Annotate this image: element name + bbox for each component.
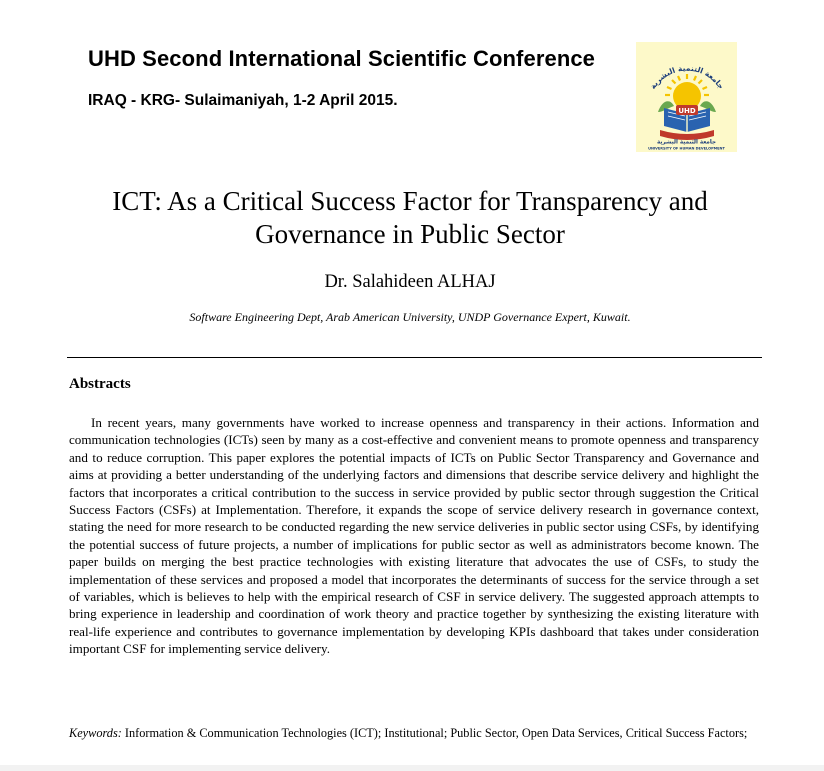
- paper-title-line-2: Governance in Public Sector: [255, 219, 565, 249]
- conference-subtitle: IRAQ - KRG- Sulaimaniyah, 1-2 April 2015.: [88, 92, 398, 109]
- author-name: Dr. Salahideen ALHAJ: [324, 272, 496, 292]
- logo-badge-text: UHD: [678, 107, 696, 115]
- paper-title: [60, 185, 760, 251]
- abstract-heading: Abstracts: [69, 376, 131, 392]
- page-bottom-edge: [0, 765, 824, 771]
- conference-title: UHD Second International Scientific Conference: [88, 46, 596, 71]
- abstract-body: In recent years, many governments have worked to increase openness and transparency in their actions. Information and communication technologies (ICTs) seen by many as a cost-effective and convenient means to promote openness and transparency and to reduce corruption. This paper explores the potential impacts of ICTs on Public Sector Transparency and Governance and aims at providing a better understanding of the underlying factors and dimensions that describe service delivery and highlight the factors that incorporates a critical contribution to the success in service provided by public sector through suggestion the Critical Success Factors (CSFs) at Implementation. Therefore, it expands the scope of service delivery research in governance context, stating the need for more research to be conducted regarding the new service deliveries in public sector using CSFs, by identifying the potential success of future projects, a number of implications for public sector as well as administrators become known. The paper builds on merging the best practice technologies with existing literature that advocates the use of CSFs, to study the implementation of these services and proposed a model that incorporates the determinants of success for the service through a set of variables, which is believes to help with the empirical research of CSF in service delivery. The suggested approach attempts to bring experience in leadership and coordination of work theory and practice together by synthesizing the existing literature with real-life experience and contributes to governance implementation by developing KPIs dashboard that takes under consideration important CSF for implementing service delivery.: [69, 415, 759, 657]
- logo-english-caption: UNIVERSITY OF HUMAN DEVELOPMENT: [648, 146, 725, 151]
- author-affiliation: Software Engineering Dept, Arab American University, UNDP Governance Expert, Kuwait.: [189, 310, 631, 324]
- logo-arabic-text: جامعة التنمية البشرية: [648, 63, 726, 91]
- keywords-label: Keywords:: [69, 726, 122, 740]
- university-logo: [636, 42, 737, 152]
- keywords: [69, 725, 759, 742]
- logo-emblem-icon: [636, 42, 737, 152]
- section-divider: [67, 357, 762, 358]
- logo-arabic-caption: جامعة التنمية البشرية: [656, 139, 717, 146]
- paper-title-line-1: ICT: As a Critical Success Factor for Transparency and: [112, 186, 708, 216]
- keywords-text: Information & Communication Technologies (ICT); Institutional; Public Sector, Open Data Services, Critical Success Factors;: [124, 726, 748, 740]
